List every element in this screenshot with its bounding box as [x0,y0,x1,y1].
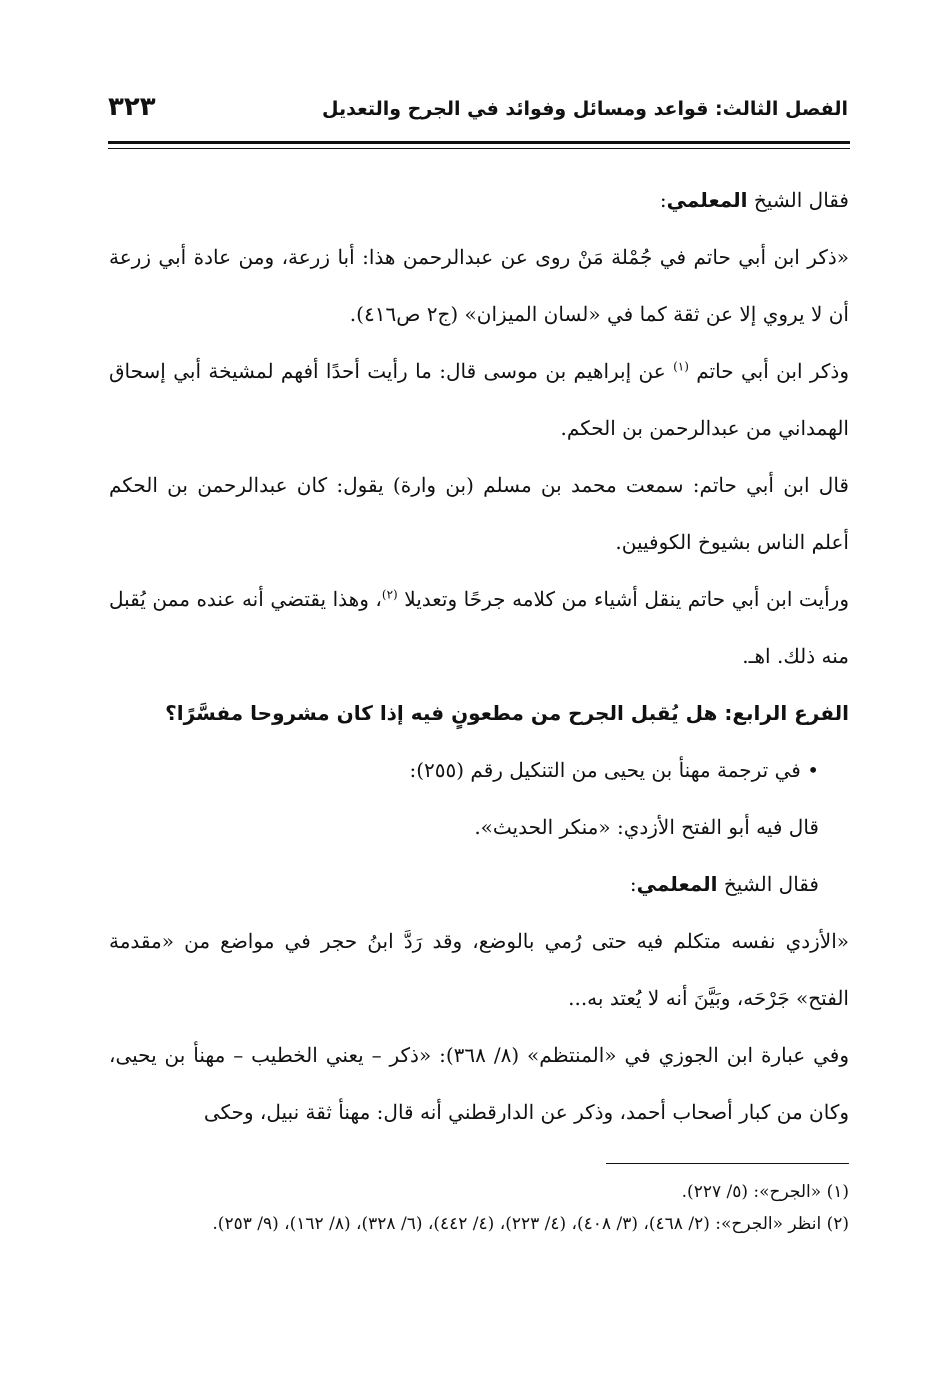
page-number: ٣٢٣ [108,92,156,122]
paragraph [109,343,849,457]
page-header [108,92,848,132]
shaykh-name: المعلمي [636,872,718,896]
footnotes [109,1176,849,1240]
paragraph: قال فيه أبو الفتح الأزدي: «منكر الحديث». [474,815,819,839]
header-rule-thick [108,141,850,144]
colon: : [629,872,637,896]
paragraph-text: ، وهذا يقتضي أنه عنده ممن يُقبل منه ذلك. اهـ. [109,587,849,668]
intro-text: فقال الشيخ [753,188,849,212]
footnote-separator [606,1163,849,1164]
chapter-title: الفصل الثالث: قواعد ومسائل وفوائد في الجرح والتعديل [322,98,848,120]
footnote: (١) «الجرح»: (٥/ ٢٢٧). [681,1182,849,1202]
main-text [109,172,849,1141]
header-rule-thin [108,148,850,149]
paragraph [109,571,849,685]
paragraph [109,856,849,913]
footnote: (٢) انظر «الجرح»: (٢/ ٤٦٨)، (٣/ ٤٠٨)، (٤/ ٢٢٣)، (٤/ ٤٤٢)، (٦/ ٣٢٨)، (٨/ ١٦٢)، (٩/ ٢٥٣). [212,1214,849,1234]
paragraph: «الأزدي نفسه متكلم فيه حتى رُمي بالوضع، وقد رَدَّ ابنُ حجر في مواضع من «مقدمة الفتح» جَرْحَه، وبَيَّنَ أنه لا يُعتد به... [109,929,849,1010]
paragraph-text: ورأيت ابن أبي حاتم ينقل أشياء من كلامه جرحًا وتعديلا [404,587,849,611]
colon: : [659,188,667,212]
section-heading: الفرع الرابع: هل يُقبل الجرح من مطعونٍ فيه إذا كان مشروحا مفسَّرًا؟ [165,701,849,725]
shaykh-name: المعلمي [666,188,748,212]
paragraph-text: وذكر ابن أبي حاتم [696,359,849,383]
paragraph: «ذكر ابن أبي حاتم في جُمْلة مَنْ روى عن عبدالرحمن هذا: أبا زرعة، ومن عادة أبي زرعة أن لا يروي إلا عن ثقة كما في «لسان الميزان» (ج٢ ص٤١٦). [109,245,849,326]
intro-text: فقال الشيخ [723,872,819,896]
bullet-item: • في ترجمة مهنأ بن يحيى من التنكيل رقم (٢٥٥): [409,758,819,782]
paragraph-text: عن إبراهيم بن موسى قال: ما رأيت أحدًا أفهم لمشيخة أبي إسحاق الهمداني من عبدالرحمن بن الحكم. [109,359,849,440]
paragraph: وفي عبارة ابن الجوزي في «المنتظم» (٨/ ٣٦٨): «ذكر – يعني الخطيب – مهنأ بن يحيى، وكان من كبار أصحاب أحمد، وذكر عن الدارقطني أنه قال: مهنأ ثقة نبيل، وحكى [109,1043,850,1124]
paragraph [109,172,849,229]
paragraph: قال ابن أبي حاتم: سمعت محمد بن مسلم (بن وارة) يقول: كان عبدالرحمن بن الحكم أعلم الناس بشيوخ الكوفيين. [109,473,849,554]
footnote-marker: (١) [673,359,689,374]
footnote-marker: (٢) [381,587,398,602]
